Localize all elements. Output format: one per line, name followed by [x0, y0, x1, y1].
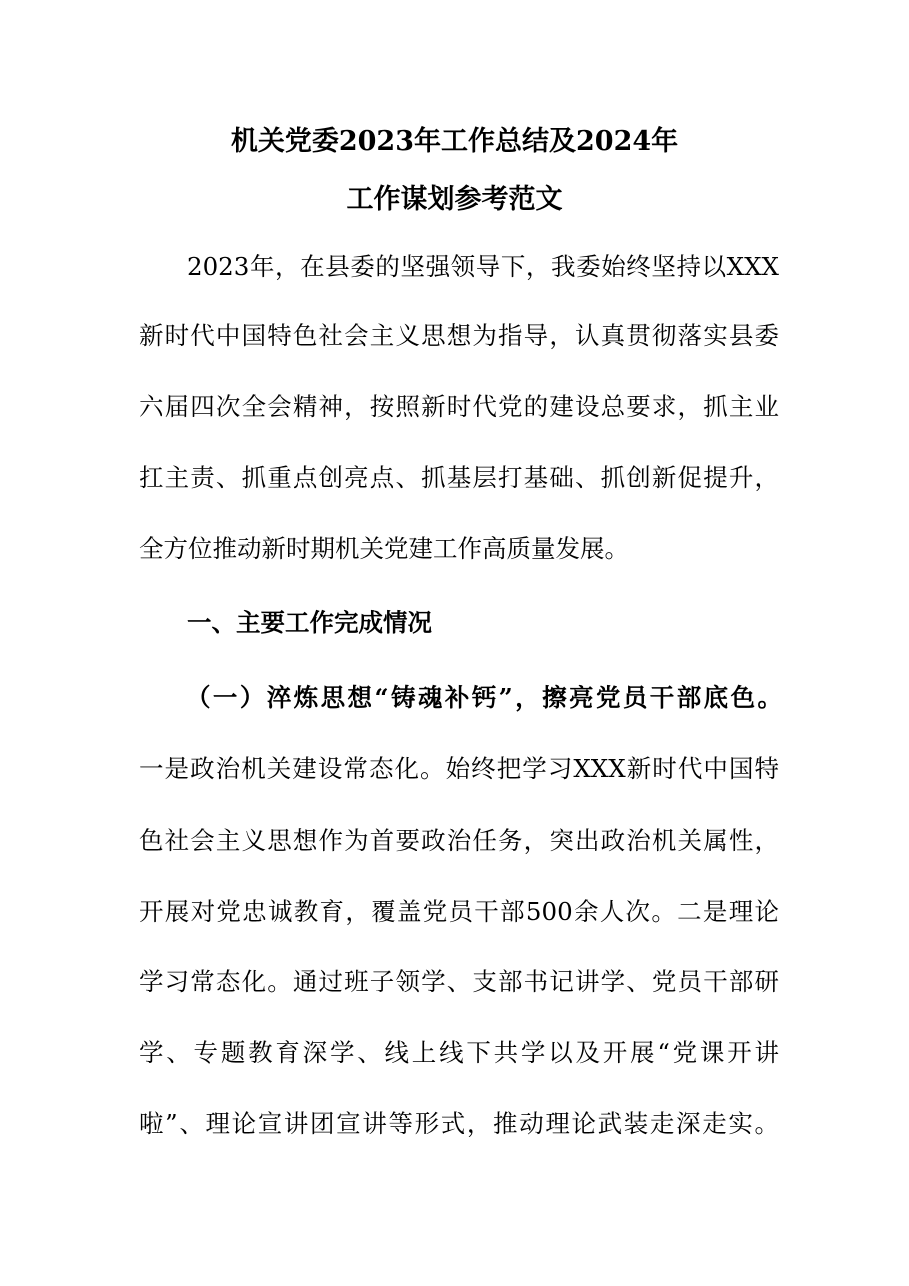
document-title-line-1: 机关党委2023年工作总结及2024年 — [230, 126, 679, 157]
body-line-5: 学、专题教育深学、线上线下共学以及开展“党课开讲 — [139, 1038, 779, 1067]
body-line-1: 一是政治机关建设常态化。始终把学习XXX新时代中国特 — [139, 754, 779, 783]
body-line-2: 色社会主义思想作为首要政治任务，突出政治机关属性， — [139, 826, 779, 855]
document-title-line-2: 工作谋划参考范文 — [346, 184, 563, 215]
subsection-heading-1: （一）淬炼思想“铸魂补钙”，擦亮党员干部底色。 — [186, 683, 782, 712]
intro-line-1: 2023年，在县委的坚强领导下，我委始终坚持以XXX — [187, 252, 779, 281]
body-line-3: 开展对党忠诚教育，覆盖党员干部500余人次。二是理论 — [139, 897, 779, 926]
section-heading-1: 一、主要工作完成情况 — [187, 608, 432, 637]
intro-line-2: 新时代中国特色社会主义思想为指导，认真贯彻落实县委 — [139, 321, 779, 350]
intro-line-5: 全方位推动新时期机关党建工作高质量发展。 — [139, 534, 629, 563]
body-line-6: 啦”、理论宣讲团宣讲等形式，推动理论武装走深走实。 — [139, 1109, 779, 1138]
intro-line-4: 扛主责、抓重点创亮点、抓基层打基础、抓创新促提升， — [139, 463, 779, 492]
intro-line-3: 六届四次全会精神，按照新时代党的建设总要求，抓主业 — [139, 392, 779, 421]
body-line-4: 学习常态化。通过班子领学、支部书记讲学、党员干部研 — [139, 967, 779, 996]
